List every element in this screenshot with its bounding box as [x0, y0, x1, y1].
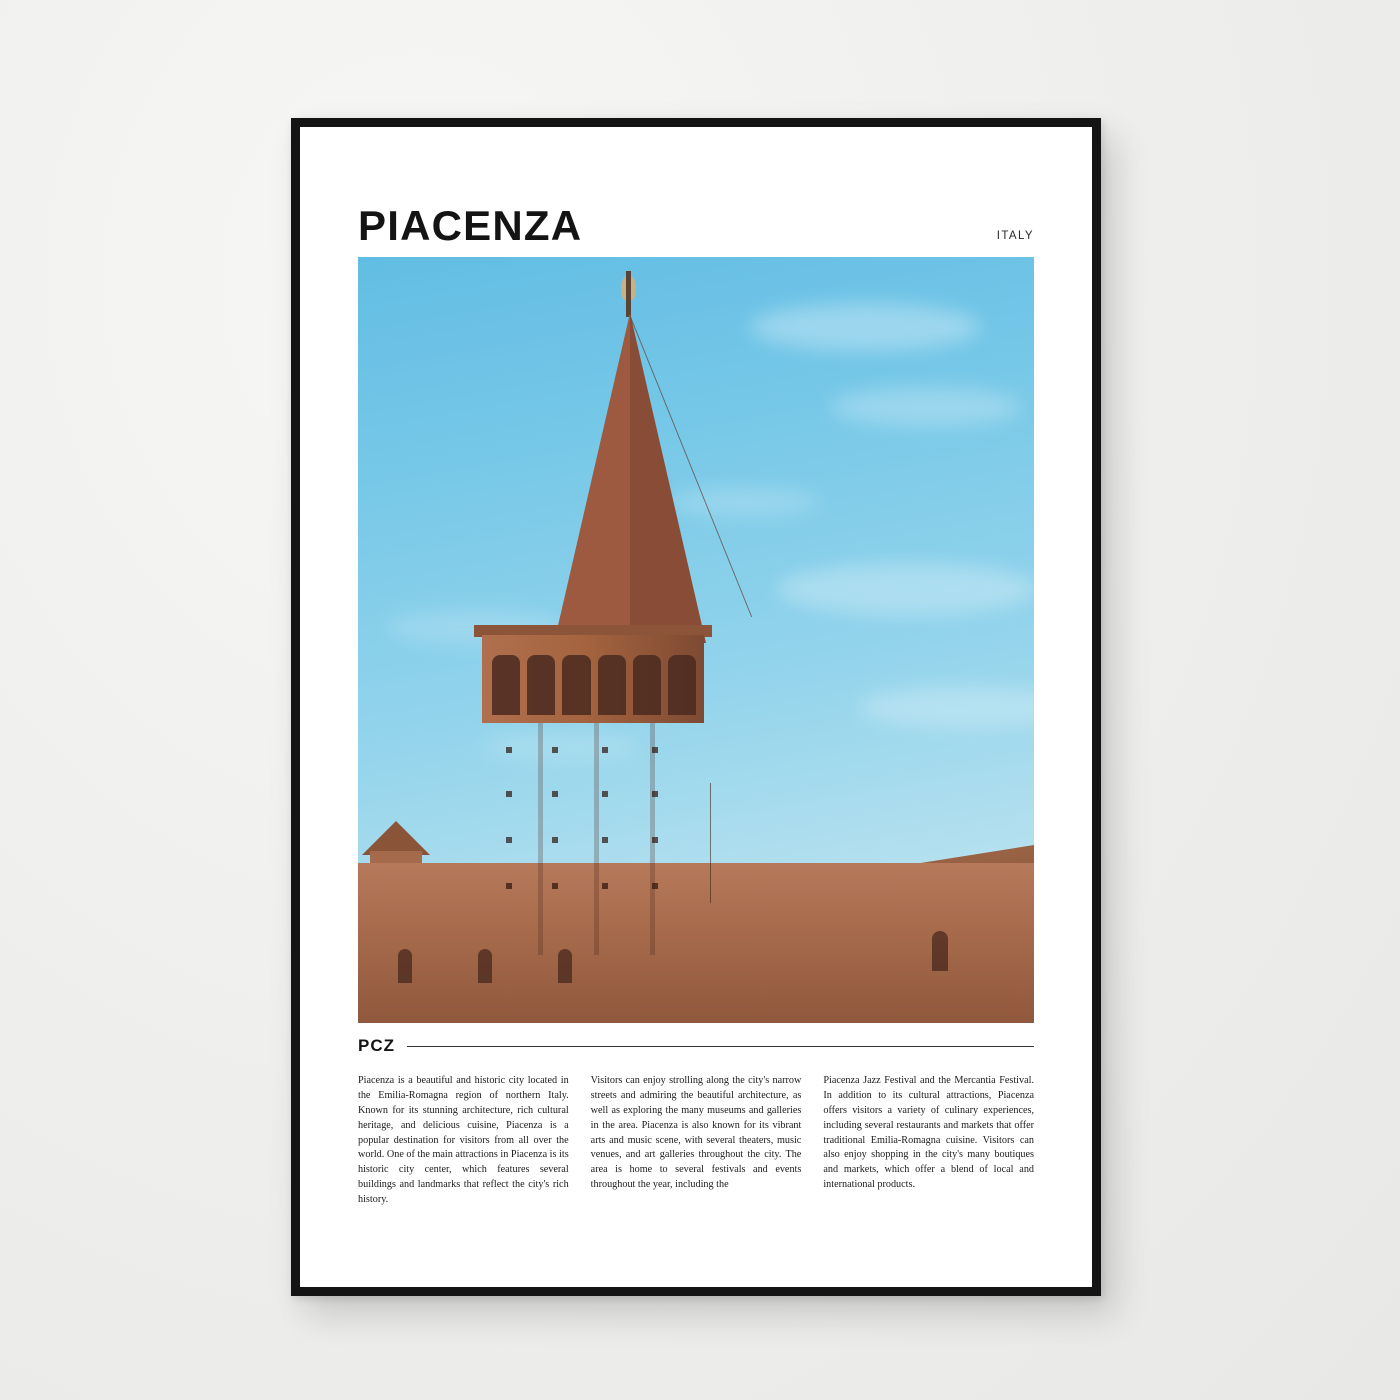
belfry-arch [598, 655, 626, 715]
page-title: PIACENZA [358, 202, 583, 249]
scaffold-pole [710, 783, 711, 903]
cloud-shape [750, 303, 980, 351]
poster-header [358, 202, 1034, 257]
gable-window [932, 931, 948, 971]
body-column-2: Visitors can enjoy strolling along the city's narrow streets and admiring the beautiful architecture, as well as exploring the many museums and galleries in the area. Piacenza is also known for its vibrant arts and music scene, with several theaters, music venues, and art galleries throughout the city. The area is home to several festivals and events throughout the year, including the [590, 1075, 802, 1191]
poster-code-row [358, 1023, 1034, 1056]
body-column-3: Piacenza Jazz Festival and the Mercantia Festival. In addition to its cultural attractions, Piacenza offers visitors a variety of culinary experiences, including several restaurants and markets that offer traditional Emilia-Romagna cuisine. Visitors can also enjoy shopping in the city's many boutiques and markets, which offer a blend of local and international products. [823, 1075, 1035, 1191]
nave-window [398, 949, 412, 983]
tower-finial-rod [626, 271, 631, 317]
country-label: ITALY [996, 230, 1034, 242]
poster-body-columns [358, 1056, 1034, 1208]
belfry-arch [668, 655, 696, 715]
belfry-arch [562, 655, 590, 715]
poster-photograph [358, 257, 1034, 1023]
small-tower-roof [362, 821, 430, 855]
poster-content [358, 202, 1035, 1229]
body-column-1: Piacenza is a beautiful and historic city located in the Emilia-Romagna region of northern Italy. Known for its stunning architecture, rich cultural heritage, and delicious cuisine, Piacenza is a popular destination for visitors from all over the world. One of the main attractions in Piacenza is its historic city center, which features several buildings and landmarks that reflect the city's rich history. [358, 1075, 569, 1206]
belfry-arch [633, 655, 661, 715]
nave-window [478, 949, 492, 983]
belfry-arch [492, 655, 520, 715]
airport-code: PCZ [358, 1036, 395, 1055]
cloud-shape [831, 387, 1021, 427]
horizontal-rule [407, 1046, 1034, 1047]
belfry-arch [527, 655, 555, 715]
belfry-arches [492, 655, 696, 715]
poster-paper [300, 127, 1092, 1287]
tower-putlog-holes [492, 737, 694, 947]
picture-frame [291, 118, 1101, 1296]
